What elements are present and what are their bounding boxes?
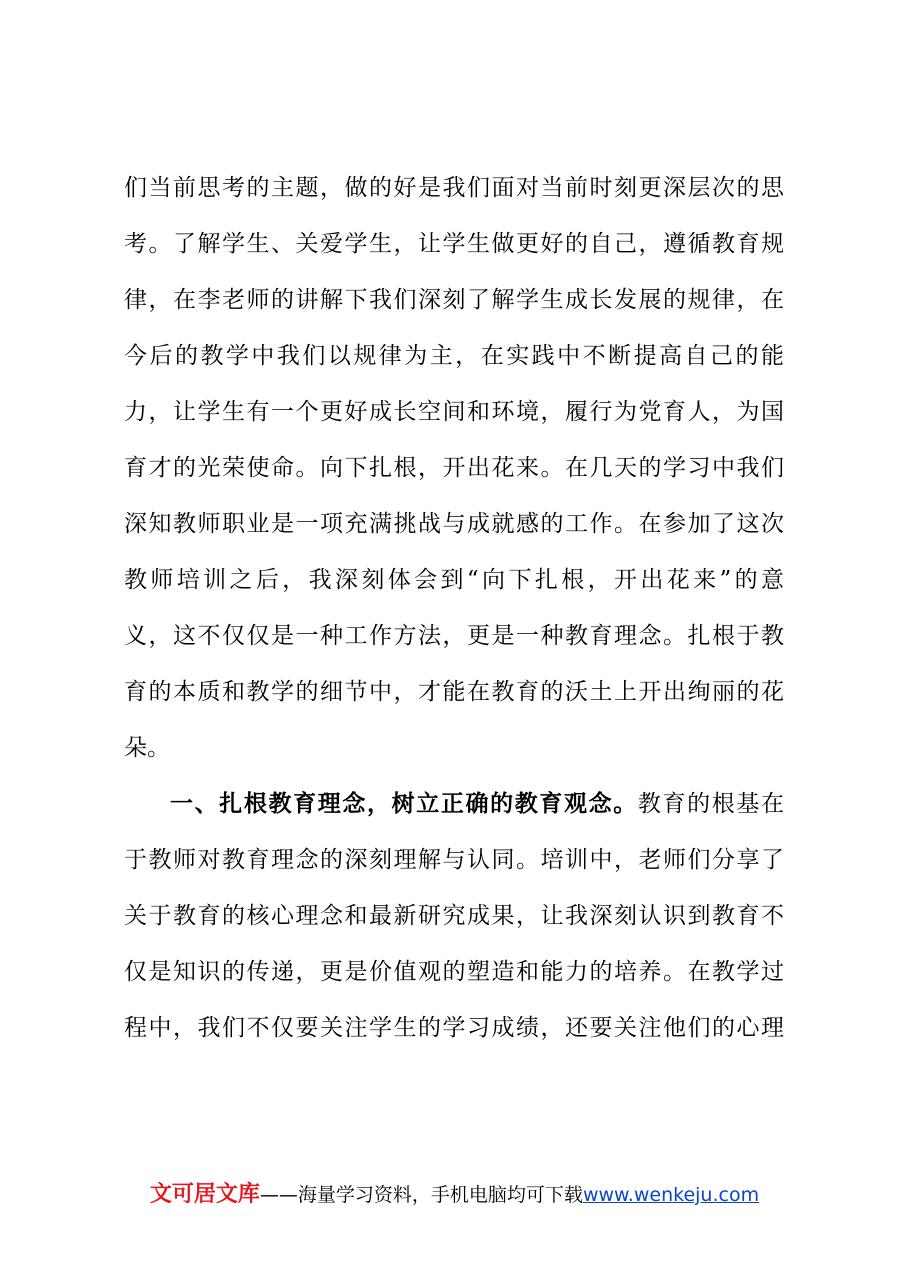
- paragraph-line: 今后的教学中我们以规律为主，在实践中不断提高自己的能: [124, 343, 784, 369]
- section-line: 程中，我们不仅要关注学生的学习成绩，还要关注他们的心理: [124, 1015, 784, 1041]
- footer-brand: 文可居文库: [149, 1182, 260, 1207]
- footer-banner: [0, 1180, 909, 1210]
- section-line: 于教师对教育理念的深刻理解与认同。培训中，老师们分享了: [124, 847, 784, 873]
- section-line: 仅是知识的传递，更是价值观的塑造和能力的培养。在教学过: [124, 959, 784, 985]
- paragraph-line: 教师培训之后，我深刻体会到“向下扎根，开出花来”的意: [124, 567, 784, 593]
- paragraph-line: 深知教师职业是一项充满挑战与成就感的工作。在参加了这次: [124, 511, 784, 537]
- footer-slogan: ——海量学习资料，手机电脑均可下载: [259, 1184, 583, 1206]
- paragraph-line: 育才的光荣使命。向下扎根，开出花来。在几天的学习中我们: [124, 455, 784, 481]
- paragraph-line: 们当前思考的主题，做的好是我们面对当前时刻更深层次的思: [124, 175, 784, 201]
- document-body: [124, 160, 784, 1056]
- section-first-line: [124, 776, 784, 832]
- paragraph-line: 力，让学生有一个更好成长空间和环境，履行为党育人，为国: [124, 399, 784, 425]
- paragraph-line: 育的本质和教学的细节中，才能在教育的沃土上开出绚丽的花: [124, 679, 784, 705]
- paragraph-line: 律，在李老师的讲解下我们深刻了解学生成长发展的规律，在: [124, 287, 784, 313]
- paragraph-line: 义，这不仅仅是一种工作方法，更是一种教育理念。扎根于教: [124, 623, 784, 649]
- paragraph-line: 朵。: [124, 735, 170, 761]
- section-first-line-rest: 教育的根基在: [637, 791, 784, 817]
- footer-website-link[interactable]: www.wenkeju.com: [582, 1184, 760, 1206]
- paragraph-line: 考。了解学生、关爱学生，让学生做更好的自己，遵循教育规: [124, 231, 784, 257]
- section-line: 关于教育的核心理念和最新研究成果，让我深刻认识到教育不: [124, 903, 784, 929]
- section-heading: 一、扎根教育理念，树立正确的教育观念。: [170, 790, 638, 817]
